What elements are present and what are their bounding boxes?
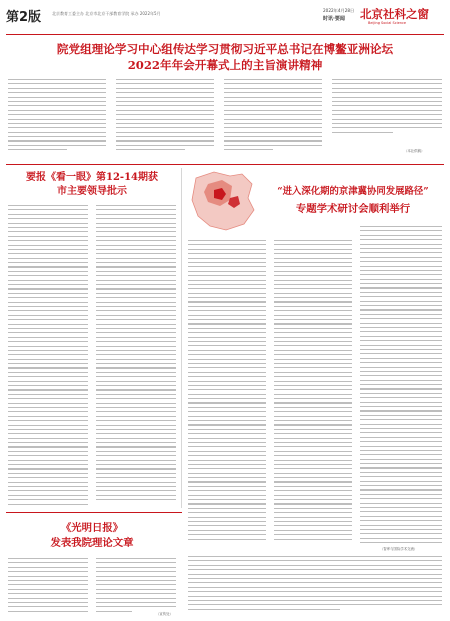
masthead-rule [6,34,444,35]
bottom-body-col1 [8,558,88,614]
date-line: 2022年4月28日 [323,8,355,13]
lead-body-col2 [116,79,214,159]
left-body-col1 [8,205,88,505]
lead-headline-line2: 2022年年会开幕式上的主旨演讲精神 [127,58,323,72]
right-closing-tag: （智库与国际学术交流） [380,547,418,551]
lower-right-body [188,556,442,614]
masthead [0,0,450,38]
paper-edition: Beijing Social Science [368,21,407,25]
right-body-col2 [274,240,352,540]
page-label: 第2版 [6,10,42,25]
left-body-col2 [96,205,176,503]
column-divider [181,168,182,508]
bottom-headline-line1: 《光明日报》 [60,522,124,534]
left-headline-line2: 市主要领导批示 [57,186,127,197]
bottom-section-rule [6,512,182,513]
lead-body-col3 [224,79,322,159]
lead-bottom-rule [6,164,444,165]
lead-closing-tag: （本社供稿） [404,149,425,153]
page-subtitle: 北京教育工委主办 北京市北京干部教育学院 承办 2022年5月 [52,11,161,16]
bottom-closing-tag: （宣传处） [156,612,173,616]
right-body-col3 [360,226,442,544]
bottom-body-col2 [96,558,176,614]
lead-body-col4 [332,79,442,139]
left-headline-line1: 要报《看一眼》第12-14期获 [26,172,158,183]
jingjinji-map-icon [186,168,258,234]
bottom-headline-line2: 发表我院理论文章 [50,537,134,549]
lead-body-col1 [8,79,106,159]
right-headline-line2: 专题学术研讨会顺利举行 [295,203,411,215]
right-body-col1 [188,240,266,540]
section-label: 时讯·要闻 [323,16,345,22]
right-headline-line1: “进入深化期的京津冀协同发展路径” [277,186,429,197]
paper-name: 北京社科之窗 [360,7,429,21]
lead-headline-line1: 院党组理论学习中心组传达学习贯彻习近平总书记在博鳌亚洲论坛 [56,42,394,56]
map-graphic [186,168,258,234]
